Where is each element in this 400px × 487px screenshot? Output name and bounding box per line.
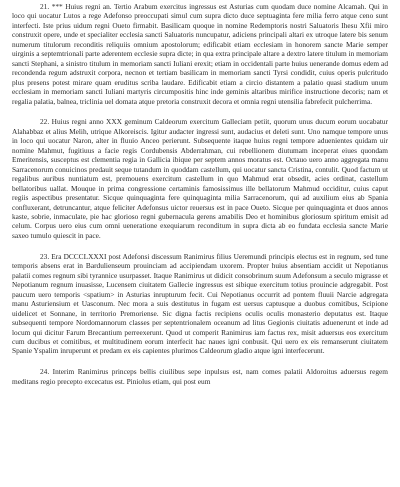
paragraph-number: 23. — [40, 251, 50, 261]
paragraph-24 — [12, 367, 388, 386]
paragraph-text: Interim Ranimirus princeps bellis ciuilibus sepe inpulsus est, nam comes palatii Aldoroitus aduersus regem meditans regio precepto excecatus est. Piniolus etiam, qui post eum — [12, 367, 388, 386]
paragraph-text: Huius regni anno XXX geminum Caldeorum exercitum Galleciam petiit, quorum unus ducum eorum uocabatur Alahabbaz et alius Melih, utrique Alkoreiscis. Igitur audacter ingressi sunt, audacius et deleti sunt. Uno namque tempore unus in loco qui uocatur Naron, alter in fluuio Anceo perierunt. Subsequente itaque huius regni tempore aduenientes quidam uir nomine Mahmut, fugitiuus a facie regis Cordubensis Abderrahman, cui rebellionem diutumam inceperat eiues quondam Emeritensis, susceptus est clementia regia in Gallicia ibique per septem annos moratus est. Octauo uero anno aggregata manu Sarracenorum conuicinos predauit seque tutandum in quoddam castellum, qui uocatur sancta Cristina, contulit. Quod factum ut regalibus auribus nuntiatum est, premouens exercitum castellum in quo Mahmud erat obsedit, acies ordinat, castellum bellatoribus uallat. Mouque in prima congressione certaminis famosissimus ille bellatorum Mahmud occiditur, cuius caput regiis aspectibus presentatur. Sicque quinquaginta fere quinquaginta milia Sarracenorum, qui ad auxilium eius ab Spania confluxerant, detruncantur, atque feliciter Adefonsus uictor reuersus est in pace Oueto. Sicque per quinquaginta et duos annos kaste, sobrie, inmaculate, pie hac glorioso regni gubernacula gerens amabilis Deo et hominibus gloriosum spiritum emisit ad celum. Corpus uero eius cum omni ueneratione exequiarum reconditum in supra dicta ab eo fundata ecclesia sancte Marie saxeo tumulo quiescit in pace. — [12, 117, 388, 240]
paragraph-number: 24. — [40, 367, 50, 377]
paragraph-23 — [12, 252, 388, 356]
paragraph-22 — [12, 117, 388, 240]
paragraph-text: Era DCCCLXXXI post Adefonsi discessum Ranimirus filius Ueremundi principis electus est in regnum, sed tune temporis absens erat in Bardulienseum prouinciam ad accipiendam uxorem. Propter huius absentiam accidit ut Nepotianus palatii comes regnum sibi tyrannice usurpasset. Itaque Ranimirus ut didicit consobrinum suum Adefonsum a seculo migrasse et Nepotianum regnum inuasisse, Lucensem ciuitatem Gallecie ingressus est sibique exercitum totius prouincie adgregabit. Post paucum uero temporis <spatium> in Asturias inrupturum fecit. Cui Nepotianus occurrit ad pontem fluuii Narcie adgregata manu Asturiensium et Uasconum. Nec mora a suis destitutus in fugam est uersus captusque a duobus comitibus, Scipione uidelicet et Sonnane, in territorio Premoriense. Sic digna factis recipiens oculis oculis monasterio deputatus est. Itaque subsequenti tempore Nordomannorum classes per septentrionalem oceanum ad litus Gegionis ciuitatis aduenerunt et inde ad locum qui dicitur Farum Brecantium perreexerunt. Quod ut comperit Ranimirus iam factus rex, misit aduersus eos exercitum cum ducibus et comitibus, et multitudinem eorum interfecit hac naues igni conbusit. Qui uero ex eis remanserunt ciuitatem Spanie Yspalim inruperunt et predam ex eis capientes plurimos Caldeorum gladio atque igni interfecerunt. — [12, 251, 388, 356]
paragraph-text: *** Huius regni an. Tertio Arabum exercitus ingressus est Asturias cum quodam duce nomine Alcamah. Qui in loco qui uocatur Lutos a rege Adefonso preoccupati simul cum supra dicto duce septuaginta fere milia ferro atque ceno sunt interfecti. Iste prius uidum regni Oueto firmabit. Basilicam quoque in nomine Redemptoris nostri Saluatoris Ihesu Xfii miro construxit opere, unde et specialiter ecclesia sancti Saluatoris nuncupatur, adiciens principali altari ex utroque latere bis senum numerum titulorum reconditis reliquiis omnium apostolorum; edificabit etiam ecclesiam in honorem sancte Marie semper uirginis a septemtrionali parte aderentem ecclesie supra dicte; in qua extra principale altare a dextro latere titulum in memoriam sancti Stephani, a sinistro titulum in memoriam sancti Iuliani erexit; etiam in occidentali parte huius uenerande domus edem ad recondenda regum adstruxit corpora, necnon et tertiam basilicam in memoriam sancti Tyrsi condidit, cuius operis pulcritudo plus presens potest mirare quam eruditus scriba laudare. Edificabit etiam a circio distantem a palatio quasi stadium unum ecclesiam in memoriam sancti Iuliani martyris circumpositis hinc inde geminis altaribus mirifice instructione decoris; nam et regalia palatia, balnea, triclinia uel domata atque pretoria construxit decora et omnia regni utensilia fabrefecit pulcherrima. — [12, 2, 388, 106]
paragraph-number: 21. — [40, 2, 50, 11]
paragraph-number: 22. — [40, 117, 50, 127]
paragraph-21 — [12, 2, 388, 106]
